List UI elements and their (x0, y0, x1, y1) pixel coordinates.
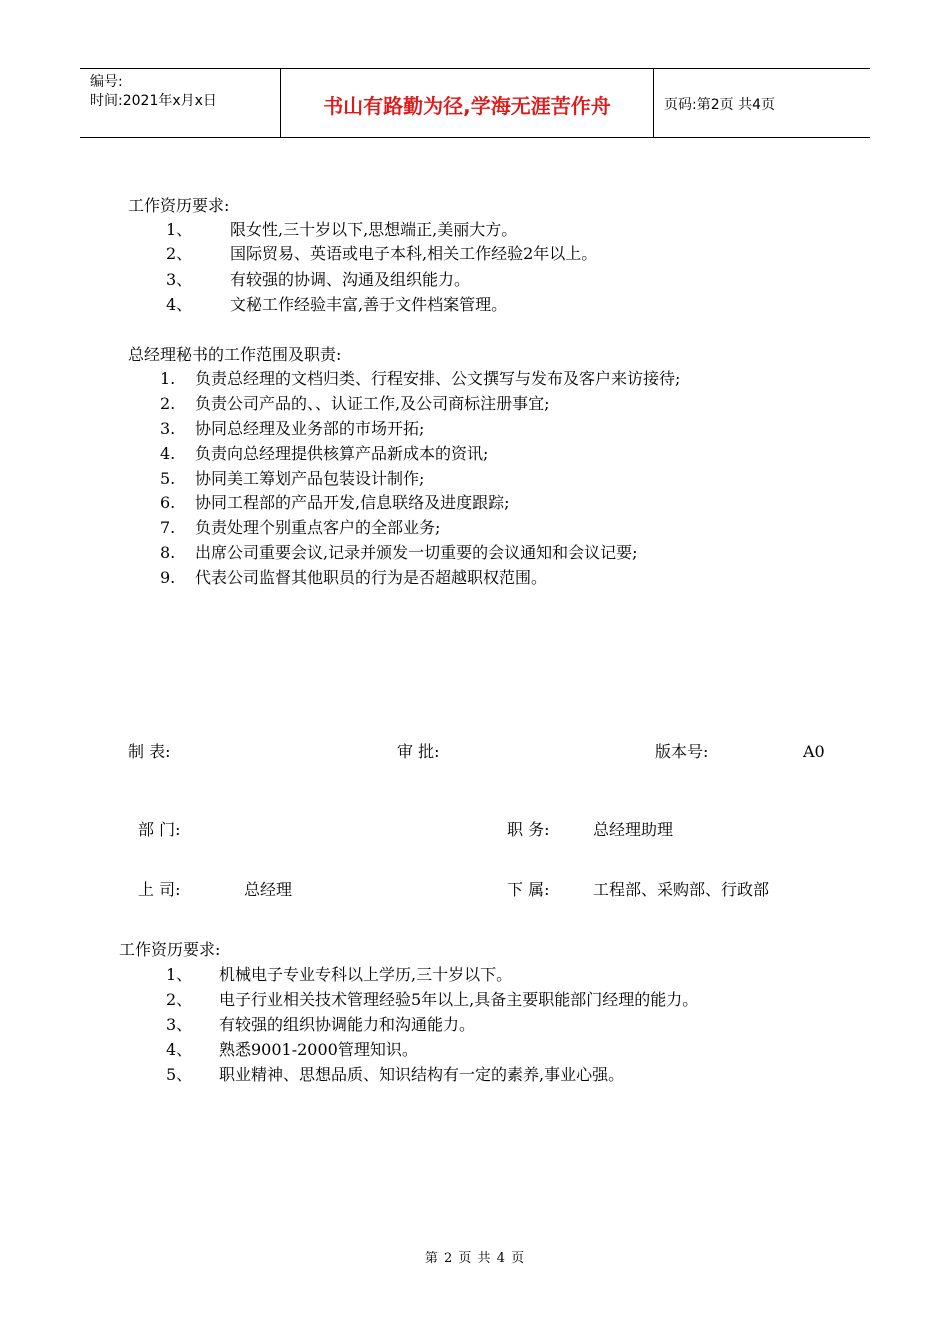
list-item-number: 2、 (166, 244, 193, 263)
list-item-number: 3、 (166, 270, 193, 289)
list-item: 协同总经理及业务部的市场开拓; (195, 419, 425, 438)
section2-title: 总经理秘书的工作范围及职责: (128, 345, 342, 364)
section1-title: 工作资历要求: (128, 196, 230, 215)
list-item-number: 1、 (166, 965, 193, 984)
approve-label: 审 批: (397, 742, 440, 761)
list-item: 协同美工筹划产品包装设计制作; (195, 469, 425, 488)
list-item-number: 3、 (166, 1015, 193, 1034)
list-item-number: 6. (160, 493, 176, 512)
superior-value: 总经理 (244, 880, 293, 899)
list-item: 负责向总经理提供核算产品新成本的资讯; (195, 444, 489, 463)
list-item: 文秘工作经验丰富,善于文件档案管理。 (230, 295, 508, 314)
list-item-number: 2. (160, 394, 176, 413)
list-item-number: 1. (160, 369, 176, 388)
section3-title: 工作资历要求: (119, 940, 221, 959)
list-item-number: 4、 (166, 1040, 193, 1059)
subordinate-label: 下 属: (507, 880, 550, 899)
document-date-label: 时间:2021年x月x日 (90, 93, 217, 109)
list-item: 有较强的组织协调能力和沟通能力。 (219, 1015, 476, 1034)
list-item: 负责处理个别重点客户的全部业务; (195, 518, 441, 537)
list-item: 熟悉9001-2000管理知识。 (219, 1040, 418, 1059)
subordinate-value: 工程部、采购部、行政部 (593, 880, 770, 899)
list-item-number: 4、 (166, 295, 193, 314)
document-header (80, 68, 870, 138)
page-footer: 第 2 页 共 4 页 (424, 1251, 526, 1266)
version-label: 版本号: (655, 742, 709, 761)
list-item-number: 5、 (166, 1065, 193, 1084)
list-item: 代表公司监督其他职员的行为是否超越职权范围。 (195, 568, 548, 587)
list-item-number: 7. (160, 518, 176, 537)
superior-label: 上 司: (138, 880, 181, 899)
position-value: 总经理助理 (593, 820, 674, 839)
department-label: 部 门: (138, 820, 181, 839)
list-item: 有较强的协调、沟通及组织能力。 (230, 270, 471, 289)
list-item-number: 4. (160, 444, 176, 463)
header-page-label: 页码:第2页 共4页 (664, 97, 775, 113)
position-label: 职 务: (507, 820, 550, 839)
list-item: 国际贸易、英语或电子本科,相关工作经验2年以上。 (230, 244, 598, 263)
list-item-number: 2、 (166, 990, 193, 1009)
list-item: 电子行业相关技术管理经验5年以上,具备主要职能部门经理的能力。 (219, 990, 699, 1009)
list-item: 限女性,三十岁以下,思想端正,美丽大方。 (230, 220, 518, 239)
version-value: A0 (803, 742, 825, 761)
document-number-label: 编号: (90, 74, 123, 90)
header-info-cell (80, 69, 281, 137)
list-item: 职业精神、思想品质、知识结构有一定的素养,事业心强。 (219, 1065, 625, 1084)
list-item-number: 5. (160, 469, 176, 488)
header-motto: 书山有路勤为径,学海无涯苦作舟 (281, 69, 654, 137)
list-item-number: 8. (160, 543, 176, 562)
made-by-label: 制 表: (128, 742, 171, 761)
list-item-number: 3. (160, 419, 176, 438)
list-item: 负责公司产品的、、认证工作,及公司商标注册事宜; (195, 394, 550, 413)
list-item-number: 1、 (166, 220, 193, 239)
list-item: 出席公司重要会议,记录并颁发一切重要的会议通知和会议记要; (195, 543, 638, 562)
list-item-number: 9. (160, 568, 176, 587)
list-item: 协同工程部的产品开发,信息联络及进度跟踪; (195, 493, 510, 512)
list-item: 机械电子专业专科以上学历,三十岁以下。 (219, 965, 513, 984)
list-item: 负责总经理的文档归类、行程安排、公文撰写与发布及客户来访接待; (195, 369, 681, 388)
